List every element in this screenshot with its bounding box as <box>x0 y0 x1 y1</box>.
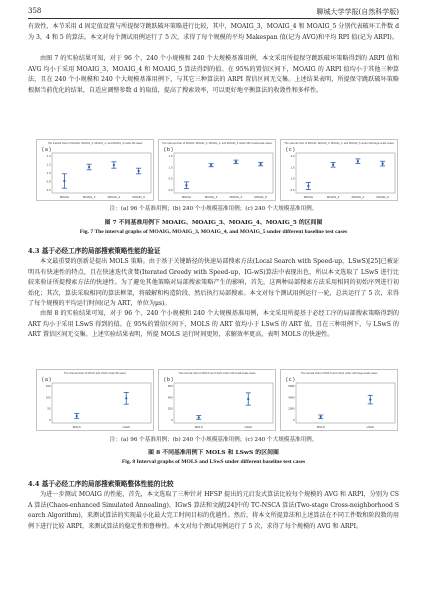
x-tick-label: MOAIG_3 <box>326 195 340 199</box>
fig8-panel-b <box>158 369 276 431</box>
page-number: 358 <box>28 7 42 15</box>
fig8-chart-b <box>158 369 276 431</box>
fig7-subcaption: 注：(a) 96 个基准用例；(b) 240 个小规模基准用例；(c) 240 个大规模基准用例。 <box>109 206 318 212</box>
x-tick-label: MOAIG_4 <box>229 195 243 199</box>
panel-title: The interval chart of MOLS and LSwS under 240 small-scale cases <box>178 372 256 375</box>
mean-point <box>247 398 249 400</box>
mean-point <box>320 416 322 418</box>
paragraph-intro: 有效性，本节采用 d 固定值设置与所提保守跳跃破坏策略进行比较，其中，MOAIG_3，MOAIG_4 和 MOAIG_5 分别代表破坏工件数 d 为 3，4 和 5 的算法。本文对每个测试用例运行了 5 次，求得了每个规模的平均 Makespan 值(记为 AVG)和平均 RPI 值(记为 ARPI)。 <box>28 23 399 41</box>
y-tick-label: 150 <box>45 384 51 388</box>
journal-name: 聊城大学学报(自然科学版) <box>316 8 399 16</box>
paragraph-fig7-analysis: 由图 7 的实验结果可知，对于 96 个、240 个小规模和 240 个大规模基准用例，本文采用所提保守跳跃破坏策略得到的 ARPI 值和 AVG 均小于采用 MOAIG_3，MOAIG_4 和 MOAIG_5 算法得到的值。在 95%的置信区间下，MOAIG 的 ARPI 值均小于其他三种算法，且在 240 个小规模和 240 个大规模基准用例下，与其它三种算法的 ARPI 置信区间无交集。上述结果表明，所提保守跳跃破坏策略根据当前优化的结果，自适应调整参数 d 的取值，提高了搜索效率，可以更好地平衡算法的收敛性和多样性。 <box>28 55 399 94</box>
x-tick-label: MOAIG_5 <box>254 195 267 199</box>
y-tick-label: 0.5 <box>290 188 295 192</box>
fig7-chart-a <box>36 139 154 201</box>
x-tick-label: LSwS <box>366 425 374 429</box>
fig7-caption-zh: 图 7 不同基准用例下 MOAIG、MOAIG_3、MOAIG_4、MOAIG_5 的区间图 <box>104 219 323 226</box>
panel-label: ( b ) <box>164 147 173 153</box>
y-tick-label: 50 <box>47 406 51 411</box>
y-tick-label: 4000 <box>288 395 295 400</box>
y-tick-label: 1.4 <box>46 154 51 158</box>
mean-point <box>382 162 384 164</box>
running-header <box>28 6 399 19</box>
mean-point <box>76 415 78 417</box>
fig8-chart-a <box>36 369 154 431</box>
y-tick-label: 1.5 <box>290 165 295 170</box>
x-tick-label: MOAIG <box>181 195 192 199</box>
y-tick-label: 1.0 <box>46 171 51 175</box>
panel-label: ( a ) <box>42 147 51 153</box>
y-tick-label: 2000 <box>288 406 295 411</box>
panel-frame <box>37 370 154 431</box>
panel-label: ( c ) <box>286 377 295 383</box>
mean-point <box>198 416 200 418</box>
y-tick-label: 0 <box>292 418 295 422</box>
mean-point <box>210 164 212 166</box>
y-tick-label: 6000 <box>288 384 295 388</box>
panel-frame <box>281 370 398 431</box>
y-tick-label: 1.0 <box>290 176 295 181</box>
y-tick-label: 1.0 <box>168 165 173 170</box>
panel-frame <box>281 140 398 201</box>
fig7-caption-en: Fig. 7 The interval graphs of MOAIG, MOAIG_3, MOAIG_4, and MOAIG_5 under different baseline test cases <box>79 229 348 235</box>
y-tick-label: 600 <box>167 384 173 388</box>
x-tick-label: LSwS <box>244 425 252 429</box>
panel-frame <box>159 140 276 201</box>
panel-frame <box>37 140 154 201</box>
fig8-panel-c <box>280 369 398 431</box>
mean-point <box>113 164 115 166</box>
x-tick-label: LSwS <box>122 425 130 429</box>
mean-point <box>138 170 140 172</box>
y-tick-label: 2.0 <box>290 154 295 158</box>
x-tick-label: MOLS <box>194 425 203 429</box>
panel-title: The interval chart of MOLS and LSwS under 240 large-scale cases <box>300 372 378 375</box>
panel-label: ( b ) <box>164 377 173 383</box>
paragraph-comparison: 为进一步测试 MOAIG 的性能，首先，本文选取了三种针对 HFSP 提出的元启发式算法比较每个规模的 AVG 和 ARPI，分别为 CSA 算法(Chaos-enhanced Simulated Annealing)、IGwS 算法和文献[24]中的 TC-NSCA 算法(Two-stage Cross-neighborhood Search Algorithm)，来测试算法的实现最小化最大完工时间目标的优越性。然后，将本文所提算法和上述算法在不同工件数和阶段数的用例下进行比较 ARPI，来测试算法的稳定性和鲁棒性。本文对每个测试用例运行了 5 次，求得了每个规模的 AVG 和 ARPI。 <box>28 491 399 530</box>
panel-frame <box>159 370 276 431</box>
y-tick-label: 0.5 <box>168 176 173 181</box>
y-tick-label: 1.2 <box>46 162 51 167</box>
x-tick-label: MOAIG_3 <box>204 195 218 199</box>
mean-point <box>63 180 65 182</box>
x-tick-label: MOLS <box>316 425 325 429</box>
panel-title: The interval chart of MOLS and LSwS under 96 cases <box>64 372 126 375</box>
y-tick-label: 0 <box>48 418 51 422</box>
mean-point <box>369 399 371 401</box>
x-tick-label: MOLS <box>72 425 81 429</box>
fig7-chart-b <box>158 139 276 201</box>
fig8-chart-c <box>280 369 398 431</box>
x-tick-label: MOAIG <box>59 195 70 199</box>
fig8-panel-a <box>36 369 154 431</box>
section-4-3-heading: 4.3 基于必经工序的局部搜索策略性能的验证 <box>28 247 161 255</box>
panel-label: ( c ) <box>286 147 295 153</box>
x-tick-label: MOAIG_5 <box>376 195 389 199</box>
x-tick-label: MOAIG_4 <box>107 195 121 199</box>
section-4-4-heading: 4.4 基于必经工序的局部搜索策略整体性能的比较 <box>28 480 174 488</box>
mean-point <box>357 160 359 162</box>
y-tick-label: 100 <box>45 395 51 400</box>
y-tick-label: 1.5 <box>168 154 173 158</box>
fig7-panel-b <box>158 139 276 201</box>
x-tick-label: MOAIG <box>303 195 314 199</box>
paragraph-fig8-analysis: 由图 8 的实验结果可知，对于 96 个、240 个小规模和 240 个大规模基准用例，本文采用所提基于必经工序的局部搜索策略得到的 ART 均小于采用 LSwS 得到的值。在 95%的置信区间下，MOLS 的 ART 值均小于 LSwS 的 ART 值，且在三种用例下，与 LSwS 的 ART 置信区间无交集。上述实验结果表明，所提 MOLS 运行时间更短，求解效率更高，表明 MOLS 的快速性。 <box>28 310 399 339</box>
mean-point <box>235 161 237 163</box>
fig7-panel-a <box>36 139 154 201</box>
fig8-caption-en: Fig. 8 Interval graphs of MOLS and LSwS under different baseline test cases <box>121 459 306 465</box>
panel-title: The interval chart of MOAIG, MOAIG_3, MOAIG_4, and MOAIG_5 under 96 cases <box>47 142 143 145</box>
y-tick-label: 0.8 <box>46 179 51 184</box>
y-tick-label: 400 <box>167 395 173 400</box>
mean-point <box>88 166 90 168</box>
panel-title: The interval chart of MOAIG, MOAIG_3, MOAIG_4, and MOAIG_5 under 240 large-scale cases <box>284 142 394 145</box>
x-tick-label: MOAIG_3 <box>82 195 96 199</box>
y-tick-label: 0.0 <box>168 188 173 192</box>
mean-point <box>125 397 127 399</box>
mean-point <box>307 185 309 187</box>
panel-title: The interval chart of MOAIG, MOAIG_3, MOAIG_4, and MOAIG_5 under 240 small-scale cases <box>162 142 272 145</box>
mean-point <box>185 184 187 186</box>
panel-label: ( a ) <box>42 377 51 383</box>
y-tick-label: 200 <box>167 406 173 411</box>
fig8-subcaption: 注：(a) 96 个基准用例；(b) 240 个小规模基准用例；(c) 240 个大规模基准用例。 <box>109 437 318 443</box>
fig7-chart-c <box>280 139 398 201</box>
mean-point <box>260 163 262 165</box>
y-tick-label: 0 <box>170 418 173 422</box>
paragraph-mols-intro: 本文最重要的创新是提出 MOLS 策略。由于基于关键路径的快速局部搜索方法(Local Search with Speed-up，LSwS)[25]已被证明具有快速性的特点，且在快速迭代贪婪(Iterated Greedy with Speed-up，IG-wS)算法中表现出色，所以本文选取了 LSwS 进行比较来验证所提搜索方法的快速性。为了避免其他策略对局部搜索策略产生的影响，首先，这两种局部搜索方法采用相同的初始序列进行初始化；其次，算法采取相同的算法框架，将破解和构造阶段、然后执行局部搜索。本文对每个测试用例运行一轮，总共运行了 5 次，求得了每个规模的平均运行时间(记为 ART，单位为μs)。 <box>28 258 399 308</box>
mean-point <box>332 164 334 166</box>
fig8-caption-zh: 图 8 不同基准用例下 MOLS 和 LSwS 的区间图 <box>148 449 279 456</box>
x-tick-label: MOAIG_5 <box>132 195 145 199</box>
fig7-panel-c <box>280 139 398 201</box>
x-tick-label: MOAIG_4 <box>351 195 365 199</box>
y-tick-label: 0.6 <box>46 188 51 192</box>
